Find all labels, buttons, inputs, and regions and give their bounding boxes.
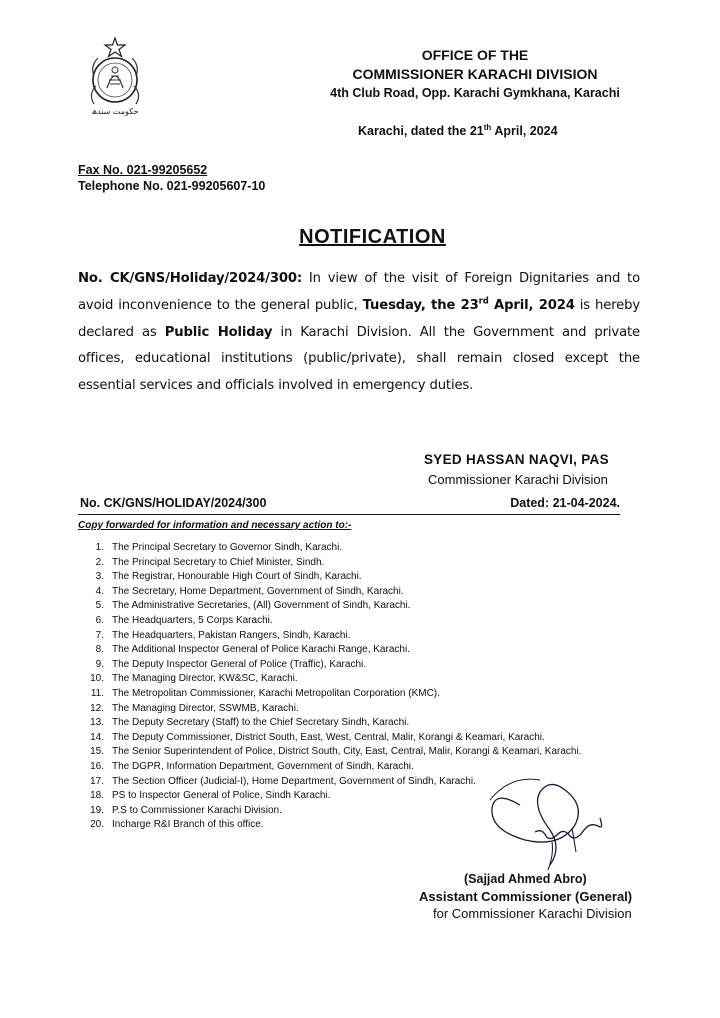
distribution-item-text: The Managing Director, SSWMB, Karachi. bbox=[112, 702, 299, 714]
distribution-item-text: P.S to Commissioner Karachi Division. bbox=[112, 804, 282, 816]
reference-row bbox=[78, 496, 620, 515]
distribution-item bbox=[78, 614, 581, 629]
holiday-day-suffix: rd bbox=[478, 296, 489, 307]
distribution-item-number: 6. bbox=[95, 614, 104, 626]
distribution-item-text: The Administrative Secretaries, (All) Government of Sindh, Karachi. bbox=[112, 600, 411, 612]
distribution-item-text: The Section Officer (Judicial-I), Home Department, Government of Sindh, Karachi. bbox=[112, 775, 476, 787]
distribution-item-number: 2. bbox=[95, 556, 104, 568]
distribution-item-text: The Senior Superintendent of Police, District South, City, East, Central, Malir, Korangi & Keamari, Karachi. bbox=[112, 746, 582, 758]
date-line bbox=[358, 123, 558, 138]
distribution-item-text: The Deputy Secretary (Staff) to the Chief Secretary Sindh, Karachi. bbox=[112, 717, 410, 729]
distribution-item bbox=[78, 687, 581, 702]
body-text-3: in Karachi Division. All the Government and private offices, educational institutions (public/private), shall remain closed except the essential services and officials involved in emergency duties. bbox=[78, 324, 640, 394]
notification-title: NOTIFICATION bbox=[299, 226, 446, 248]
distribution-item-text: The Secretary, Home Department, Government of Sindh, Karachi. bbox=[112, 585, 404, 597]
distribution-item-text: PS to Inspector General of Police, Sindh Karachi. bbox=[112, 790, 331, 802]
date-rest: April, 2024 bbox=[491, 124, 558, 139]
holiday-date: April, 2024 bbox=[488, 297, 575, 313]
distribution-item bbox=[78, 541, 581, 556]
closing-name: (Sajjad Ahmed Abro) bbox=[464, 872, 587, 886]
reference-date: Dated: 21-04-2024. bbox=[510, 496, 620, 510]
holiday-day: Tuesday, the 23 bbox=[362, 297, 479, 313]
distribution-item-text: The Metropolitan Commissioner, Karachi Metropolitan Corporation (KMC). bbox=[112, 687, 440, 699]
distribution-item-text: The Deputy Commissioner, District South, East, West, Central, Malir, Korangi & Keamari, Karachi. bbox=[112, 731, 545, 743]
distribution-item-number: 5. bbox=[95, 600, 104, 612]
distribution-item-number: 10. bbox=[90, 673, 104, 685]
distribution-item-number: 11. bbox=[90, 687, 104, 699]
distribution-item-number: 3. bbox=[95, 571, 104, 583]
distribution-item bbox=[78, 643, 581, 658]
office-title: OFFICE OF THE bbox=[421, 47, 529, 63]
distribution-item bbox=[78, 629, 581, 644]
distribution-item bbox=[78, 731, 581, 746]
distribution-item-number: 9. bbox=[95, 658, 104, 670]
signatory-name: SYED HASSAN NAQVI, PAS bbox=[424, 452, 609, 467]
distribution-item-number: 7. bbox=[95, 629, 104, 641]
distribution-item-text: Incharge R&I Branch of this office. bbox=[112, 819, 264, 831]
distribution-item-text: The DGPR, Information Department, Government of Sindh, Karachi. bbox=[112, 760, 414, 772]
distribution-item bbox=[78, 716, 581, 731]
distribution-item bbox=[78, 570, 581, 585]
distribution-item-number: 13. bbox=[90, 717, 104, 729]
distribution-item-number: 1. bbox=[95, 542, 104, 553]
public-holiday: Public Holiday bbox=[164, 324, 273, 340]
distribution-item-text: The Headquarters, 5 Corps Karachi. bbox=[112, 614, 273, 626]
date-suffix: th bbox=[483, 123, 492, 132]
closing-subtitle: for Commissioner Karachi Division bbox=[433, 906, 632, 921]
distribution-item-number: 20. bbox=[90, 819, 104, 831]
signatory-title: Commissioner Karachi Division bbox=[428, 472, 608, 487]
closing-title: Assistant Commissioner (General) bbox=[419, 889, 633, 904]
distribution-item-text: The Additional Inspector General of Police Karachi Range, Karachi. bbox=[112, 644, 410, 656]
distribution-item bbox=[78, 599, 581, 614]
distribution-item-text: The Headquarters, Pakistan Rangers, Sindh, Karachi. bbox=[112, 629, 351, 641]
distribution-item-number: 12. bbox=[90, 702, 104, 714]
reference-number: No. CK/GNS/HOLIDAY/2024/300 bbox=[80, 496, 267, 510]
distribution-item-number: 14. bbox=[90, 731, 104, 743]
telephone-number: Telephone No. 021-99205607-10 bbox=[78, 179, 266, 193]
body-text-2: is hereby declared as bbox=[78, 297, 640, 340]
date-prefix: Karachi, dated the 21 bbox=[358, 124, 484, 139]
office-address: 4th Club Road, Opp. Karachi Gymkhana, Karachi bbox=[330, 86, 620, 100]
distribution-item-text: The Principal Secretary to Chief Minister, Sindh. bbox=[112, 556, 325, 568]
svg-text:حکومت سندھ: حکومت سندھ bbox=[91, 107, 139, 116]
fax-number: Fax No. 021-99205652 bbox=[78, 163, 208, 177]
distribution-item-text: The Deputy Inspector General of Police (Traffic), Karachi. bbox=[112, 658, 366, 670]
notification-ref: No. CK/GNS/Holiday/2024/300: bbox=[78, 271, 303, 286]
distribution-item-number: 8. bbox=[95, 644, 104, 656]
office-division: COMMISSIONER KARACHI DIVISION bbox=[352, 66, 598, 82]
distribution-item bbox=[78, 745, 581, 760]
copy-forwarded-heading: Copy forwarded for information and necessary action to:- bbox=[78, 520, 352, 531]
distribution-item-text: The Managing Director, KW&SC, Karachi. bbox=[112, 673, 298, 685]
distribution-item bbox=[78, 702, 581, 717]
distribution-item bbox=[78, 658, 581, 673]
distribution-item bbox=[78, 672, 581, 687]
distribution-item-text: The Registrar, Honourable High Court of Sindh, Karachi. bbox=[112, 571, 362, 583]
distribution-item-number: 17. bbox=[90, 775, 104, 787]
distribution-item-number: 15. bbox=[90, 746, 104, 758]
distribution-item-number: 4. bbox=[95, 585, 104, 597]
notification-body bbox=[78, 266, 640, 400]
body-text-1: In view of the visit of Foreign Dignitaries and to avoid inconvenience to the general public, bbox=[78, 271, 640, 313]
distribution-item-text: The Principal Secretary to Governor Sindh, Karachi. bbox=[112, 542, 343, 553]
distribution-item-number: 19. bbox=[90, 804, 104, 816]
distribution-item-number: 16. bbox=[90, 760, 104, 772]
distribution-item bbox=[78, 556, 581, 571]
distribution-item-number: 18. bbox=[90, 790, 104, 802]
sindh-government-logo bbox=[80, 36, 150, 116]
distribution-item bbox=[78, 585, 581, 600]
